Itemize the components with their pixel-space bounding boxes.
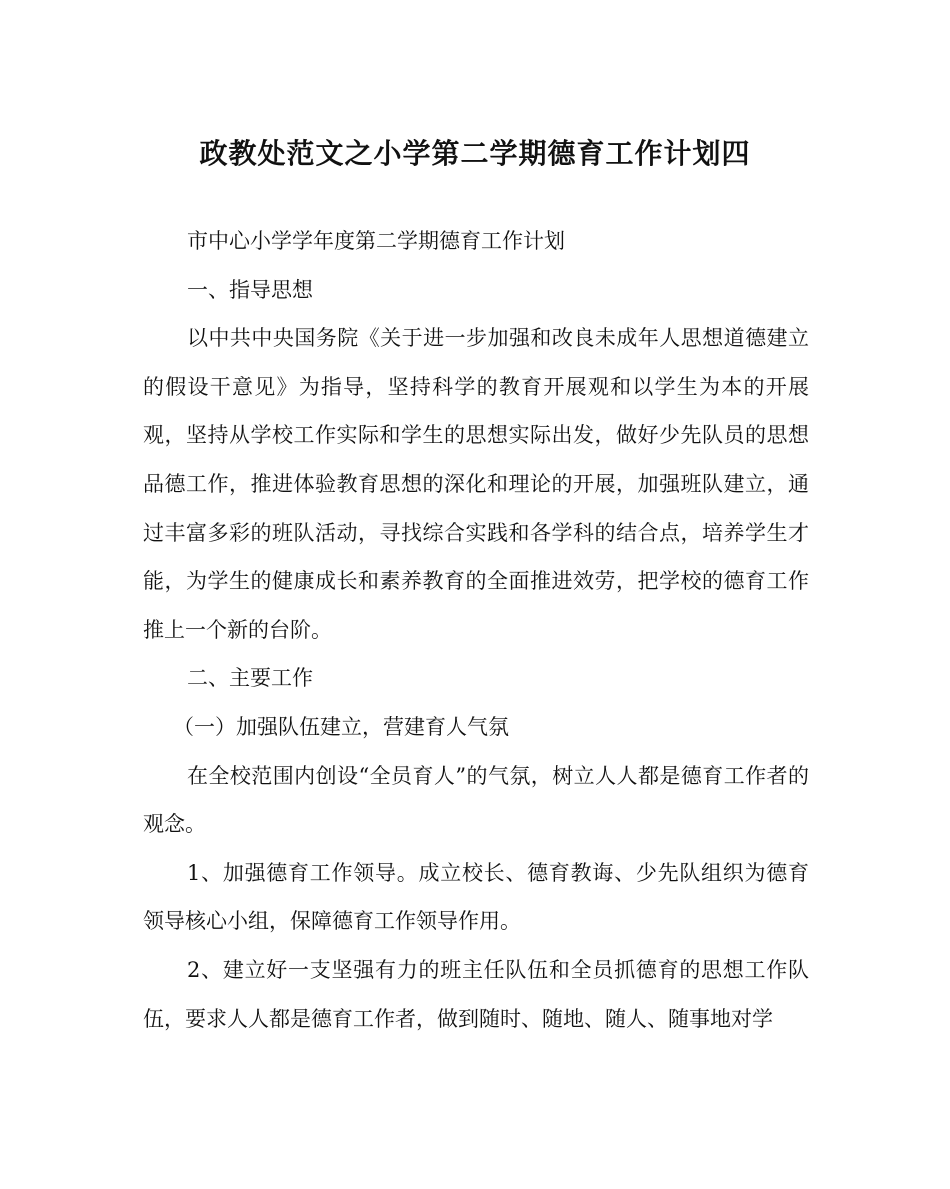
work-item-1: 1、加强德育工作领导。成立校长、德育教诲、少先队组织为德育领导核心小组，保障德育工作领导作用。 xyxy=(143,860,809,934)
section-heading-guiding-ideology: 一、指导思想 xyxy=(187,277,313,302)
section-heading-main-work: 二、主要工作 xyxy=(187,666,313,691)
work-item-2: 2、建立好一支坚强有力的班主任队伍和全员抓德育的思想工作队伍，要求人人都是德育工作者，做到随时、随地、随人、随事地对学 xyxy=(143,957,809,1031)
subsection-heading-team-building: （一）加强队伍建立，营建育人气氛 xyxy=(173,714,509,739)
guiding-ideology-paragraph: 以中共中央国务院《关于进一步加强和改良未成年人思想道德建立的假设干意见》为指导，坚持科学的教育开展观和以学生为本的开展观，坚持从学校工作实际和学生的思想实际出发，做好少先队员的思想品德工作，推进体验教育思想的深化和理论的开展，加强班队建立，通过丰富多彩的班队活动，寻找综合实践和各学科的结合点，培养学生才能，为学生的健康成长和素养教育的全面推进效劳，把学校的德育工作推上一个新的台阶。 xyxy=(143,326,809,642)
document-body xyxy=(143,217,809,1043)
team-building-paragraph: 在全校范围内创设“全员育人”的气氛，树立人人都是德育工作者的观念。 xyxy=(143,763,809,837)
plan-heading: 市中心小学学年度第二学期德育工作计划 xyxy=(187,229,565,253)
document-title: 政教处范文之小学第二学期德育工作计划四 xyxy=(199,137,751,170)
